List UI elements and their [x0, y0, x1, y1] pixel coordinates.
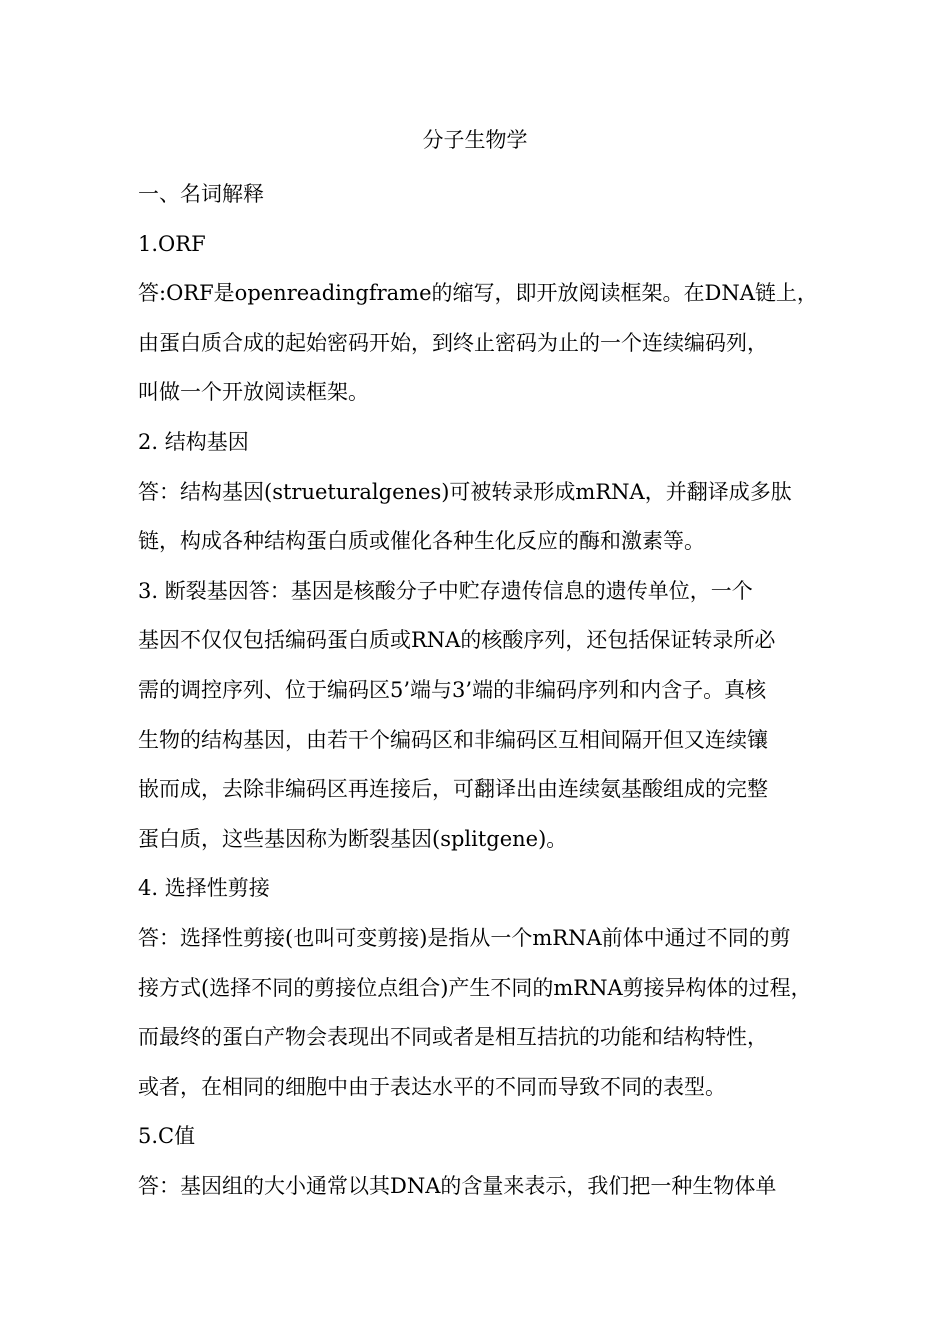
paragraph-line: 答：选择性剪接(也叫可变剪接)是指从一个mRNA前体中通过不同的剪 — [138, 925, 791, 950]
section-heading: 一、名词解释 — [138, 182, 264, 206]
document-title: 分子生物学 — [422, 128, 528, 152]
paragraph-line: 或者，在相同的细胞中由于表达水平的不同而导致不同的表型。 — [138, 1074, 726, 1099]
term-heading-structural-gene: 2. 结构基因 — [138, 429, 249, 454]
paragraph-line: 蛋白质，这些基因称为断裂基因(splitgene)。 — [138, 826, 568, 851]
paragraph-line: 需的调控序列、位于编码区5’端与3’端的非编码序列和内含子。真核 — [138, 677, 767, 702]
paragraph-line: 而最终的蛋白产物会表现出不同或者是相互拮抗的功能和结构特性， — [138, 1025, 768, 1050]
paragraph-line: 叫做一个开放阅读框架。 — [138, 380, 369, 405]
document-body — [138, 170, 838, 1211]
paragraph-line: 链，构成各种结构蛋白质或催化各种生化反应的酶和激素等。 — [138, 529, 705, 554]
term-heading-alternative-splicing: 4. 选择性剪接 — [138, 876, 270, 901]
paragraph-line: 答:ORF是openreadingframe的缩写，即开放阅读框架。在DNA链上， — [138, 281, 818, 306]
paragraph-line: 生物的结构基因，由若干个编码区和非编码区互相间隔开但又连续镶 — [138, 727, 768, 752]
paragraph-line: 嵌而成，去除非编码区再连接后，可翻译出由连续氨基酸组成的完整 — [138, 777, 768, 802]
paragraph-line: 接方式(选择不同的剪接位点组合)产生不同的mRNA剪接异构体的过程， — [138, 975, 812, 1000]
paragraph-line: 答：结构基因(strueturalgenes)可被转录形成mRNA，并翻译成多肽 — [138, 479, 792, 504]
term-heading-split-gene: 3. 断裂基因答：基因是核酸分子中贮存遗传信息的遗传单位，一个 — [138, 578, 753, 603]
term-heading-orf: 1.ORF — [138, 231, 206, 256]
term-heading-c-value: 5.C值 — [138, 1124, 196, 1149]
paragraph-line: 答：基因组的大小通常以其DNA的含量来表示，我们把一种生物体单 — [138, 1173, 777, 1198]
paragraph-line: 基因不仅仅包括编码蛋白质或RNA的核酸序列，还包括保证转录所必 — [138, 628, 776, 653]
paragraph-line: 由蛋白质合成的起始密码开始，到终止密码为止的一个连续编码列， — [138, 330, 768, 355]
